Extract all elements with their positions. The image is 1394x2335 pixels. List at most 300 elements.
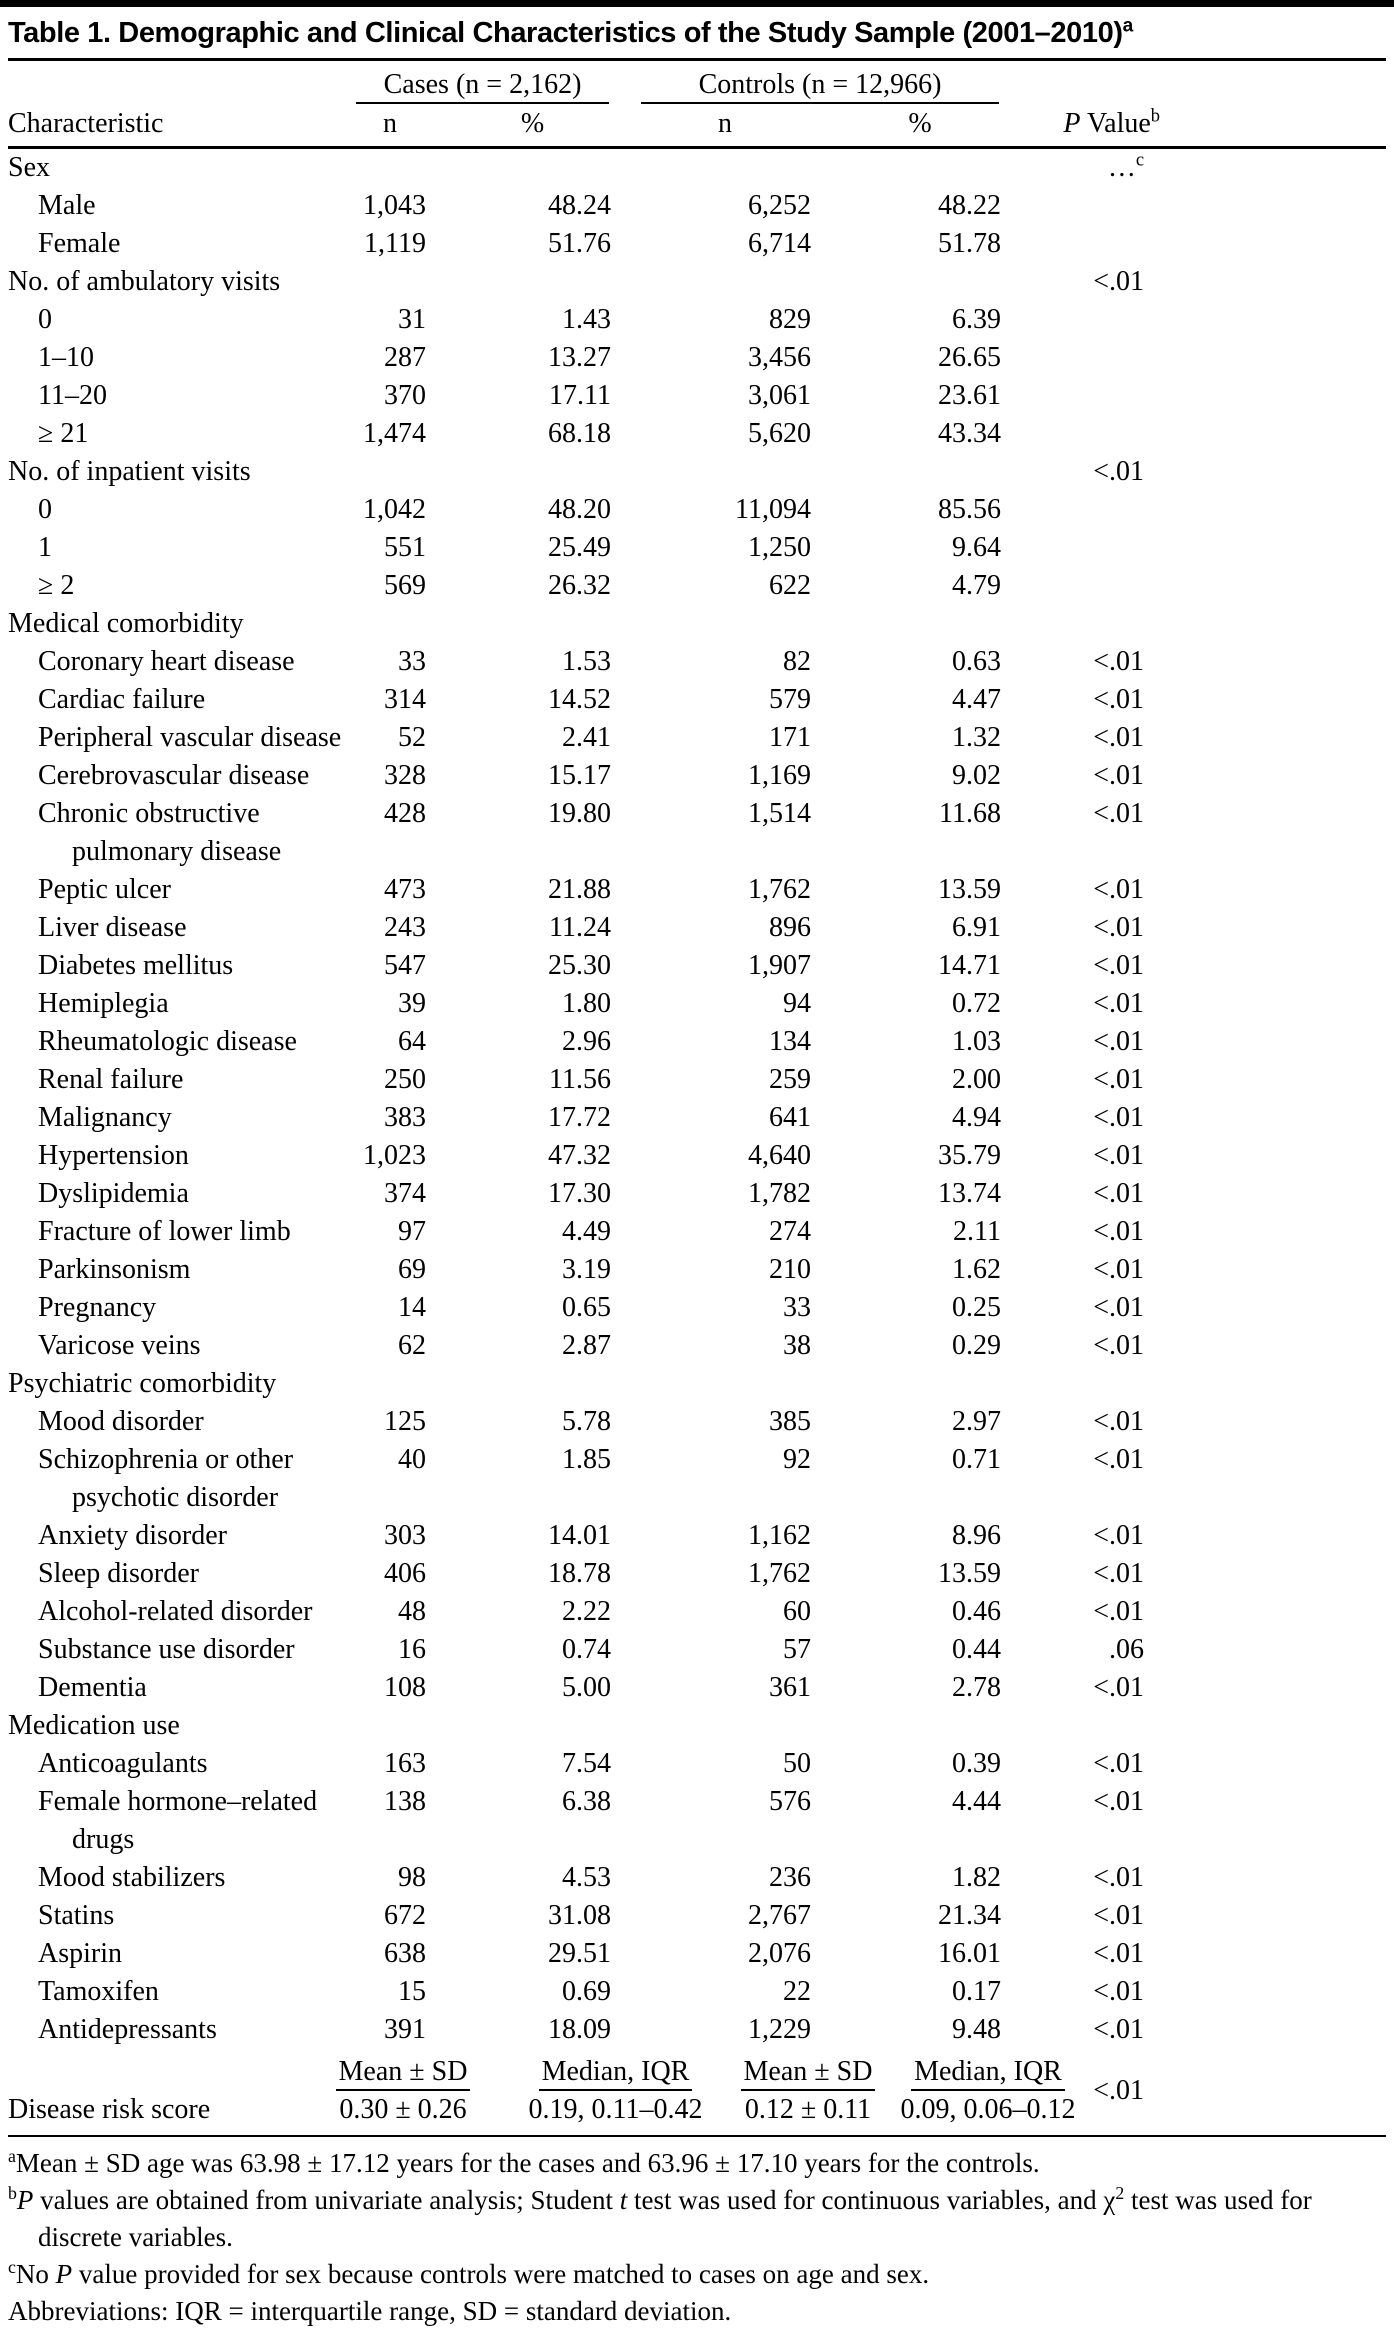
cases-pct-cell: 21.88 [548, 874, 612, 905]
p-value-cell: <.01 [1093, 722, 1145, 753]
table-row [8, 453, 1386, 491]
cases-pct-cell: 2.87 [562, 1330, 612, 1361]
cases-n-cell: 370 [384, 380, 426, 411]
cases-pct-cell: 11.24 [549, 912, 612, 943]
controls-pct-cell: 0.63 [952, 646, 1002, 677]
controls-pct-cell: 2.78 [952, 1672, 1002, 1703]
characteristic-cell: Liver disease [38, 912, 187, 943]
p-value-cell: <.01 [1093, 1102, 1145, 1133]
cases-n-cell: 14 [398, 1292, 426, 1323]
controls-mean-sd-header-label: Mean ± SD [741, 2055, 876, 2091]
cases-pct-cell: 4.49 [562, 1216, 612, 1247]
cases-n-cell: 672 [384, 1900, 426, 1931]
cases-n-cell: 328 [384, 760, 426, 791]
p-value-cell: <.01 [1093, 1330, 1145, 1361]
characteristic-cell: 1 [38, 532, 52, 563]
characteristic-cell: Sleep disorder [38, 1558, 199, 1589]
cases-n-cell [340, 148, 440, 188]
cases-pct-cell: 0.69 [562, 1976, 612, 2007]
controls-pct-cell: 1.62 [952, 1254, 1002, 1285]
p-value-cell: <.01 [1093, 1862, 1145, 1893]
risk-p-value-cell: <.01 [1093, 2075, 1144, 2106]
characteristic-cell-line2: pulmonary disease [72, 836, 282, 867]
characteristic-cell: Dyslipidemia [38, 1178, 189, 1209]
cases-n-cell [340, 1707, 440, 1745]
cases-pct-cell: 19.80 [548, 798, 612, 829]
cases-mean-sd-header-label: Mean ± SD [336, 2055, 471, 2091]
controls-n-column-header: n [625, 104, 825, 148]
table-row [8, 1631, 1386, 1669]
controls-pct-cell: 6.91 [952, 912, 1002, 943]
controls-n-cell: 2,767 [748, 1900, 812, 1931]
table-row [8, 2011, 1386, 2049]
risk-subheader-spacer [8, 2053, 298, 2091]
cases-n-cell: 1,043 [363, 190, 426, 221]
cases-n-cell: 48 [398, 1596, 426, 1627]
risk-score-section [8, 2049, 1386, 2137]
risk-row-spacer [1160, 2053, 1386, 2129]
controls-n-cell: 1,762 [748, 1558, 812, 1589]
controls-n-cell: 3,061 [748, 380, 812, 411]
cases-n-cell [340, 605, 440, 643]
footnote: $^b$P values are obtained from univariate analysis; Student t test was used for continuous variables, and $\chi^2$ test was used for discrete variables. [8, 2183, 1312, 2252]
controls-pct-cell: 43.34 [938, 418, 1002, 449]
controls-pct-cell: 0.39 [952, 1748, 1002, 1779]
cases-n-cell: 62 [398, 1330, 426, 1361]
table-row [8, 1289, 1386, 1327]
p-value-cell: <.01 [1093, 1748, 1145, 1779]
cases-pct-cell: 5.00 [562, 1672, 612, 1703]
column-header-row [8, 104, 1386, 148]
characteristic-cell: Pregnancy [38, 1292, 157, 1323]
controls-n-cell [625, 263, 825, 301]
cases-pct-cell [440, 148, 625, 188]
table-row [8, 643, 1386, 681]
table-row [8, 1061, 1386, 1099]
controls-n-cell: 896 [769, 912, 812, 943]
controls-n-cell: 259 [769, 1064, 812, 1095]
characteristic-cell: Fracture of lower limb [38, 1216, 291, 1247]
cases-pct-cell: 1.53 [562, 646, 612, 677]
p-value-cell: <.01 [1093, 1178, 1145, 1209]
controls-n-cell: 6,714 [748, 228, 812, 259]
characteristic-cell: Substance use disorder [38, 1634, 295, 1665]
table-row [8, 1593, 1386, 1631]
table-row [8, 1555, 1386, 1593]
cases-group-header [340, 61, 625, 104]
p-value-cell: <.01 [1093, 1520, 1145, 1551]
characteristic-cell: Rheumatologic disease [38, 1026, 297, 1057]
p-value-cell: <.01 [1093, 266, 1145, 297]
characteristic-cell: Varicose veins [38, 1330, 201, 1361]
controls-pct-cell [825, 1365, 1015, 1403]
table-row [8, 871, 1386, 909]
controls-n-cell: 622 [769, 570, 812, 601]
characteristic-cell: ≥ 2 [38, 570, 75, 601]
characteristics-table [8, 61, 1386, 2049]
cases-pct-cell: 17.72 [548, 1102, 612, 1133]
table-row [8, 719, 1386, 757]
cases-n-cell: 314 [384, 684, 426, 715]
characteristic-cell: Diabetes mellitus [38, 950, 234, 981]
cases-n-cell: 125 [384, 1406, 426, 1437]
characteristic-cell: Mood disorder [38, 1406, 204, 1437]
characteristic-cell: Tamoxifen [38, 1976, 159, 2007]
table-row [8, 377, 1386, 415]
risk-subheader-row [8, 2053, 1386, 2091]
characteristic-column-header: Characteristic [8, 104, 340, 148]
characteristic-cell: Psychiatric comorbidity [8, 1368, 277, 1399]
controls-n-cell [625, 1707, 825, 1745]
footnote: Abbreviations: IQR = interquartile range, SD = standard deviation. [8, 2296, 732, 2326]
cases-pct-cell: 47.32 [548, 1140, 612, 1171]
group-header-row [8, 61, 1386, 104]
cases-n-cell: 551 [384, 532, 426, 563]
characteristic-cell: Parkinsonism [38, 1254, 191, 1285]
controls-mean-sd-header [723, 2053, 893, 2091]
p-value-cell: <.01 [1093, 684, 1145, 715]
controls-n-cell: 57 [783, 1634, 812, 1665]
p-value-cell [1015, 225, 1160, 263]
p-value-cell: <.01 [1093, 1938, 1145, 1969]
p-value-cell: …$^c$ [1107, 149, 1145, 183]
characteristic-cell: Male [38, 190, 96, 221]
p-value-header-italic: P [1063, 108, 1081, 139]
p-value-cell: <.01 [1093, 988, 1145, 1019]
characteristic-cell: 11–20 [38, 380, 107, 411]
p-value-cell: <.01 [1093, 1406, 1145, 1437]
cases-median-iqr-value: 0.19, 0.11–0.42 [528, 2094, 703, 2125]
p-value-cell: <.01 [1093, 2014, 1145, 2045]
p-value-cell [1015, 377, 1160, 415]
characteristic-cell: Medication use [8, 1710, 180, 1741]
controls-n-cell: 1,514 [748, 798, 812, 829]
p-value-cell: <.01 [1093, 950, 1145, 981]
controls-n-cell: 1,250 [748, 532, 812, 563]
group-header-spacer [1160, 61, 1386, 104]
controls-pct-cell: 8.96 [952, 1520, 1002, 1551]
table-row [8, 1441, 1386, 1517]
cases-pct-cell: 1.43 [562, 304, 612, 335]
table-row [8, 1137, 1386, 1175]
cases-n-cell: 428 [384, 798, 426, 829]
cases-n-cell: 163 [384, 1748, 426, 1779]
characteristic-cell: Chronic obstructive pulmonary disease [8, 795, 340, 871]
table-row [8, 301, 1386, 339]
controls-n-cell: 60 [783, 1596, 812, 1627]
characteristic-cell: Hypertension [38, 1140, 189, 1171]
cases-pct-cell [440, 453, 625, 491]
controls-pct-cell: 85.56 [938, 494, 1002, 525]
controls-pct-cell: 1.82 [952, 1862, 1002, 1893]
characteristic-cell: Schizophrenia or other psychotic disorder [8, 1441, 340, 1517]
controls-pct-cell: 0.46 [952, 1596, 1002, 1627]
cases-n-cell: 15 [398, 1976, 426, 2007]
table-row [8, 225, 1386, 263]
p-value-cell: <.01 [1093, 1254, 1145, 1285]
characteristic-cell: Malignancy [38, 1102, 172, 1133]
table-row [8, 1517, 1386, 1555]
controls-n-cell: 171 [769, 722, 812, 753]
table-row [8, 1745, 1386, 1783]
controls-group-header [625, 61, 1015, 104]
controls-pct-cell: 6.39 [952, 304, 1002, 335]
controls-n-cell: 579 [769, 684, 812, 715]
cases-n-cell: 98 [398, 1862, 426, 1893]
cases-n-cell: 39 [398, 988, 426, 1019]
controls-pct-cell [825, 453, 1015, 491]
controls-pct-cell: 35.79 [938, 1140, 1002, 1171]
table-row [8, 1365, 1386, 1403]
cases-n-column-header: n [340, 104, 440, 148]
table-row [8, 985, 1386, 1023]
p-value-cell [1015, 415, 1160, 453]
cases-n-cell: 287 [384, 342, 426, 373]
controls-n-cell: 134 [769, 1026, 812, 1057]
footnote: $^a$Mean ± SD age was 63.98 ± 17.12 years for the cases and 63.96 ± 17.10 years for the controls. [8, 2146, 1040, 2178]
controls-n-cell: 22 [783, 1976, 812, 2007]
controls-pct-cell [825, 148, 1015, 188]
controls-pct-cell [825, 263, 1015, 301]
characteristic-cell-line2: drugs [72, 1824, 135, 1855]
cases-pct-cell: 31.08 [548, 1900, 612, 1931]
table-row [8, 1213, 1386, 1251]
cases-pct-cell: 25.49 [548, 532, 612, 563]
controls-pct-cell: 21.34 [938, 1900, 1002, 1931]
controls-n-cell: 92 [783, 1444, 812, 1475]
cases-pct-cell: 14.01 [548, 1520, 612, 1551]
cases-n-cell [340, 263, 440, 301]
cases-pct-cell: 0.74 [562, 1634, 612, 1665]
characteristic-cell-line2: psychotic disorder [72, 1482, 279, 1513]
cases-n-cell: 250 [384, 1064, 426, 1095]
cases-n-cell [340, 453, 440, 491]
p-value-cell [1015, 301, 1160, 339]
controls-n-cell: 3,456 [748, 342, 812, 373]
cases-n-cell: 138 [384, 1786, 426, 1817]
controls-pct-cell: 11.68 [939, 798, 1002, 829]
cases-n-cell: 391 [384, 2014, 426, 2045]
cases-pct-cell: 68.18 [548, 418, 612, 449]
table-title-footnote-marker: a [1122, 15, 1133, 37]
controls-pct-cell [825, 1707, 1015, 1745]
characteristic-cell: Medical comorbidity [8, 608, 244, 639]
table-title [8, 7, 1386, 61]
characteristic-cell: Alcohol-related disorder [38, 1596, 313, 1627]
controls-pct-cell: 0.72 [952, 988, 1002, 1019]
controls-n-cell: 361 [769, 1672, 812, 1703]
characteristic-cell: Peripheral vascular disease [38, 722, 342, 753]
cases-n-cell: 547 [384, 950, 426, 981]
controls-n-cell: 1,229 [748, 2014, 812, 2045]
controls-pct-cell: 51.78 [938, 228, 1002, 259]
table-row [8, 909, 1386, 947]
group-header-spacer [8, 61, 340, 104]
controls-n-cell: 236 [769, 1862, 812, 1893]
cases-pct-cell: 48.24 [548, 190, 612, 221]
controls-n-cell: 641 [769, 1102, 812, 1133]
cases-n-cell: 1,474 [363, 418, 426, 449]
column-header-spacer [1160, 104, 1386, 148]
p-value-cell [1015, 1707, 1160, 1745]
p-value-cell [1015, 339, 1160, 377]
controls-pct-cell: 4.44 [952, 1786, 1002, 1817]
table-row [8, 1973, 1386, 2011]
cases-n-cell: 638 [384, 1938, 426, 1969]
cases-n-cell: 569 [384, 570, 426, 601]
p-value-cell: <.01 [1093, 1140, 1145, 1171]
controls-n-cell: 4,640 [748, 1140, 812, 1171]
controls-pct-cell: 0.44 [952, 1634, 1002, 1665]
controls-n-cell: 38 [783, 1330, 812, 1361]
controls-pct-cell: 26.65 [938, 342, 1002, 373]
table-row [8, 415, 1386, 453]
controls-n-cell: 385 [769, 1406, 812, 1437]
table-row [8, 148, 1386, 188]
table-row [8, 681, 1386, 719]
controls-n-cell: 82 [783, 646, 812, 677]
characteristic-cell: ≥ 21 [38, 418, 89, 449]
table-body [8, 148, 1386, 2050]
controls-n-cell: 1,169 [748, 760, 812, 791]
group-header-spacer [1015, 61, 1160, 104]
controls-pct-cell: 1.32 [952, 722, 1002, 753]
controls-pct-cell: 2.11 [953, 1216, 1002, 1247]
cases-pct-cell: 17.30 [548, 1178, 612, 1209]
controls-n-cell: 1,907 [748, 950, 812, 981]
cases-pct-cell: 2.96 [562, 1026, 612, 1057]
cases-n-cell: 97 [398, 1216, 426, 1247]
p-value-cell: <.01 [1093, 1444, 1145, 1475]
controls-pct-cell: 14.71 [938, 950, 1002, 981]
controls-pct-cell: 23.61 [938, 380, 1002, 411]
controls-n-cell [625, 605, 825, 643]
cases-pct-cell: 51.76 [548, 228, 612, 259]
controls-n-cell: 576 [769, 1786, 812, 1817]
cases-pct-cell: 3.19 [562, 1254, 612, 1285]
cases-group-label: Cases (n = 2,162) [356, 69, 609, 104]
characteristic-cell: Aspirin [38, 1938, 122, 1969]
p-value-cell: <.01 [1093, 1292, 1145, 1323]
cases-pct-cell [440, 1365, 625, 1403]
controls-pct-cell: 0.71 [952, 1444, 1002, 1475]
cases-pct-cell: 14.52 [548, 684, 612, 715]
cases-n-cell: 1,023 [363, 1140, 426, 1171]
controls-pct-cell: 4.94 [952, 1102, 1002, 1133]
characteristic-cell: Dementia [38, 1672, 147, 1703]
cases-n-cell: 473 [384, 874, 426, 905]
cases-pct-cell: 17.11 [549, 380, 612, 411]
table-row [8, 187, 1386, 225]
p-value-cell: <.01 [1093, 1064, 1145, 1095]
controls-n-cell: 50 [783, 1748, 812, 1779]
cases-n-cell: 374 [384, 1178, 426, 1209]
controls-pct-cell: 0.25 [952, 1292, 1002, 1323]
cases-pct-cell: 2.41 [562, 722, 612, 753]
table-row [8, 1859, 1386, 1897]
cases-pct-cell: 26.32 [548, 570, 612, 601]
controls-n-cell [625, 148, 825, 188]
characteristic-cell: Female [38, 228, 121, 259]
p-value-cell: <.01 [1093, 874, 1145, 905]
table-row [8, 491, 1386, 529]
table-row [8, 1175, 1386, 1213]
controls-pct-cell: 13.59 [938, 1558, 1002, 1589]
characteristic-cell: Peptic ulcer [38, 874, 171, 905]
controls-median-iqr-header-label: Median, IQR [911, 2055, 1065, 2091]
p-value-cell [1015, 1365, 1160, 1403]
table-row [8, 757, 1386, 795]
cases-pct-cell: 18.09 [548, 2014, 612, 2045]
characteristic-cell: Mood stabilizers [38, 1862, 226, 1893]
controls-pct-cell: 4.47 [952, 684, 1002, 715]
p-value-cell: <.01 [1093, 1216, 1145, 1247]
table-row [8, 947, 1386, 985]
cases-pct-cell: 29.51 [548, 1938, 612, 1969]
controls-median-iqr-value: 0.09, 0.06–0.12 [900, 2094, 1076, 2125]
controls-group-label: Controls (n = 12,966) [641, 69, 999, 104]
table-row [8, 339, 1386, 377]
cases-median-iqr-header-label: Median, IQR [539, 2055, 693, 2091]
cases-pct-cell: 1.85 [562, 1444, 612, 1475]
characteristic-cell: Hemiplegia [38, 988, 169, 1019]
p-value-cell [1015, 605, 1160, 643]
cases-n-cell [340, 1365, 440, 1403]
cases-n-cell: 303 [384, 1520, 426, 1551]
cases-n-cell: 69 [398, 1254, 426, 1285]
characteristic-cell: Sex [8, 152, 50, 183]
controls-pct-cell: 0.29 [952, 1330, 1002, 1361]
p-value-column-header [1015, 104, 1160, 148]
cases-pct-cell: 4.53 [562, 1862, 612, 1893]
cases-pct-cell: 7.54 [562, 1748, 612, 1779]
cases-pct-column-header: % [440, 104, 625, 148]
controls-n-cell: 11,094 [735, 494, 812, 525]
controls-n-cell: 1,762 [748, 874, 812, 905]
controls-n-cell: 1,162 [748, 1520, 812, 1551]
cases-pct-cell [440, 1707, 625, 1745]
characteristic-cell: Renal failure [38, 1064, 184, 1095]
controls-pct-cell: 9.64 [952, 532, 1002, 563]
cases-pct-cell: 5.78 [562, 1406, 612, 1437]
table-row [8, 1897, 1386, 1935]
table-row [8, 605, 1386, 643]
p-value-cell: <.01 [1093, 1900, 1145, 1931]
cases-n-cell: 1,042 [363, 494, 426, 525]
controls-pct-cell: 9.02 [952, 760, 1002, 791]
cases-n-cell: 16 [398, 1634, 426, 1665]
cases-pct-cell: 1.80 [562, 988, 612, 1019]
controls-n-cell: 274 [769, 1216, 812, 1247]
controls-n-cell [625, 1365, 825, 1403]
cases-pct-cell: 18.78 [548, 1558, 612, 1589]
p-value-cell: <.01 [1093, 456, 1145, 487]
controls-mean-sd-value: 0.12 ± 0.11 [744, 2094, 872, 2125]
p-value-header-rest: Value [1080, 108, 1151, 139]
controls-pct-cell: 13.59 [938, 874, 1002, 905]
cases-n-cell: 406 [384, 1558, 426, 1589]
characteristic-cell: 0 [38, 494, 52, 525]
characteristic-cell: Statins [38, 1900, 115, 1931]
p-value-cell: <.01 [1093, 1672, 1145, 1703]
footnotes [8, 2137, 1386, 2335]
risk-score-table [8, 2053, 1386, 2129]
characteristic-cell: Cardiac failure [38, 684, 206, 715]
p-value-cell: <.01 [1093, 1026, 1145, 1057]
characteristic-cell: Coronary heart disease [38, 646, 295, 677]
cases-n-cell: 31 [398, 304, 426, 335]
controls-n-cell: 33 [783, 1292, 812, 1323]
